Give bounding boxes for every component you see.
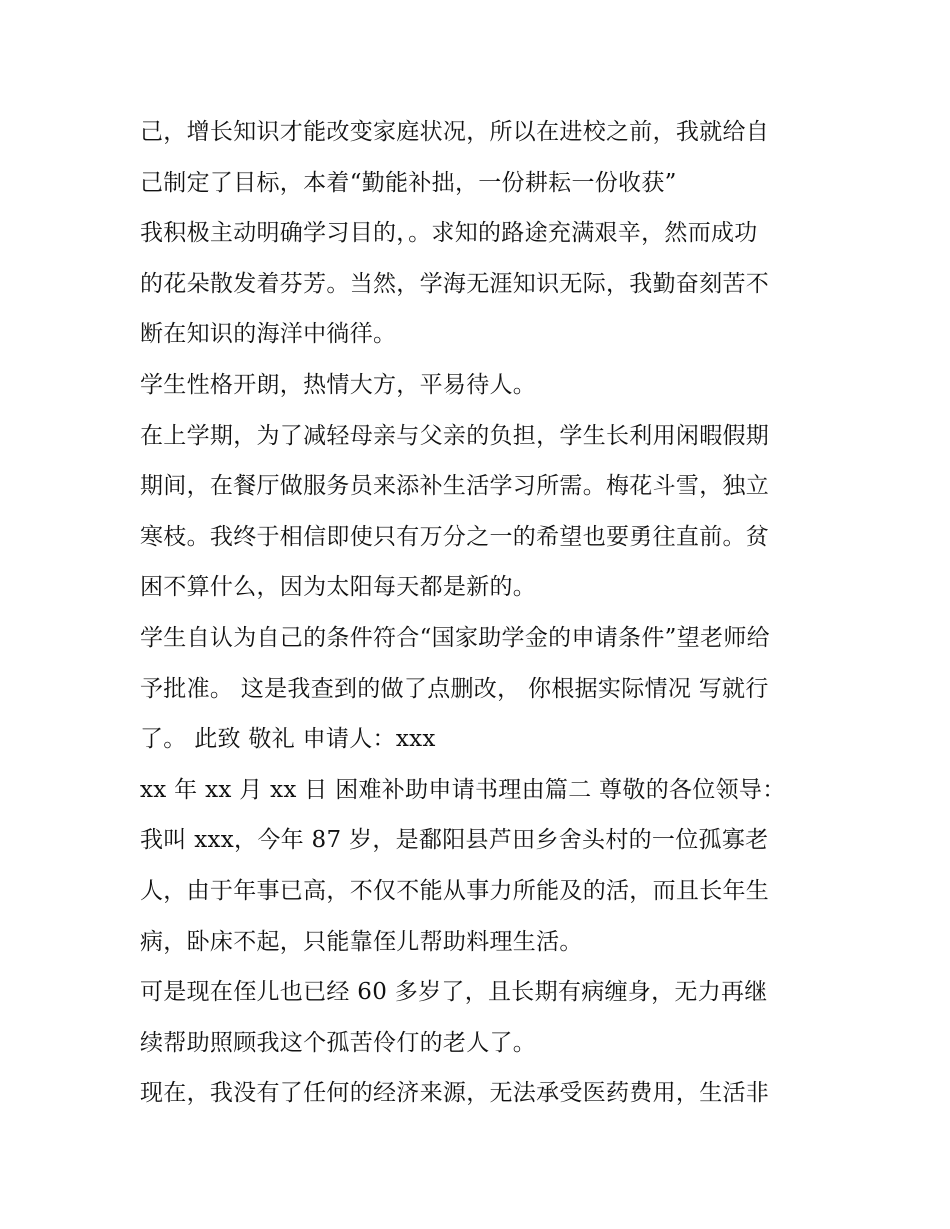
- text-line: xx 年 xx 月 xx 日 困难补助申请书理由篇二 尊敬的各位领导：: [140, 776, 786, 803]
- text-line: 现在，我没有了任何的经济来源，无法承受医药费用，生活非: [140, 1080, 770, 1107]
- text-line: 寒枝。我终于相信即使只有万分之一的希望也要勇往直前。贫: [140, 523, 770, 550]
- text-line: 学生性格开朗，热情大方，平易待人。: [140, 371, 537, 398]
- document-body: [140, 107, 820, 1119]
- text-line: 病，卧床不起，只能靠侄儿帮助料理生活。: [140, 928, 583, 955]
- text-line: 予批准。 这是我查到的做了点删改， 你根据实际情况 写就行: [140, 675, 769, 702]
- text-line: 在上学期，为了减轻母亲与父亲的负担，学生长利用闲暇假期: [140, 422, 770, 449]
- text-line: 己制定了目标，本着“勤能补拙，一份耕耘一份收获”: [140, 169, 677, 196]
- text-line: 续帮助照顾我这个孤苦伶仃的老人了。: [140, 1029, 537, 1056]
- text-line: 困不算什么，因为太阳每天都是新的。: [140, 574, 537, 601]
- text-line: 人，由于年事已高，不仅不能从事力所能及的活，而且长年生: [140, 877, 770, 904]
- text-line: 可是现在侄儿也已经 60 多岁了，且长期有病缠身，无力再继: [140, 979, 768, 1006]
- text-line: 我积极主动明确学习目的，。求知的路途充满艰辛，然而成功: [140, 220, 758, 247]
- text-line: 断在知识的海洋中徜徉。: [140, 321, 397, 348]
- text-line: 己，增长知识才能改变家庭状况，所以在进校之前，我就给自: [140, 119, 770, 145]
- text-line: 的花朵散发着芬芳。当然，学海无涯知识无际，我勤奋刻苦不: [140, 270, 770, 297]
- text-line: 学生自认为自己的条件符合“国家助学金的申请条件”望老师给: [140, 624, 770, 651]
- text-line: 期间，在餐厅做服务员来添补生活学习所需。梅花斗雪，独立: [140, 473, 770, 500]
- text-line: 了。 此致 敬礼 申请人：xxx: [140, 726, 436, 753]
- text-line: 我叫 xxx，今年 87 岁，是鄱阳县芦田乡舍头村的一位孤寡老: [140, 827, 769, 854]
